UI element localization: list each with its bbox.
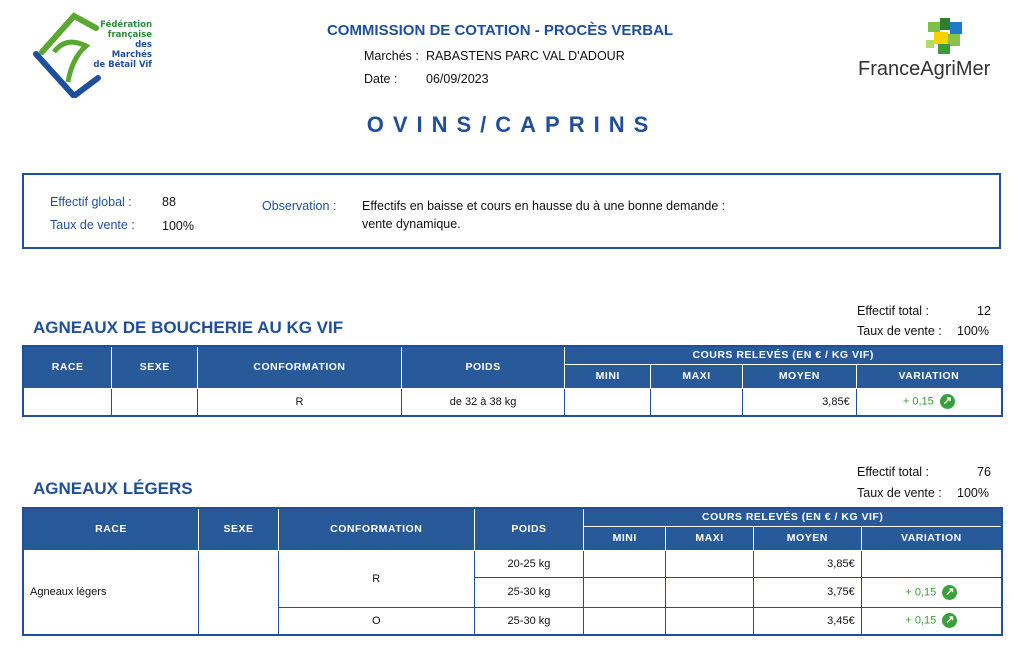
ffmb-logo-text: Fédération française des Marchés de Bétail Vif <box>93 20 152 70</box>
franceagrimer-logo-text: FranceAgriMer <box>858 58 991 80</box>
market-row: Marchés : RABASTENS PARC VAL D'ADOUR <box>364 49 625 63</box>
variation-cell <box>861 577 1002 607</box>
variation-cell <box>856 388 1002 416</box>
poids-cell: 25-30 kg <box>474 577 584 607</box>
conformation-cell: R <box>278 550 474 607</box>
variation-value: + 0,15 <box>905 585 937 598</box>
col-mini: MINI <box>565 364 651 388</box>
section2-taux-value: 100% <box>957 486 989 500</box>
variation-cell <box>861 607 1002 635</box>
legers-table <box>22 507 1003 636</box>
col-variation: VARIATION <box>856 364 1002 388</box>
section-legers-title: AGNEAUX LÉGERS <box>33 479 193 498</box>
poids-cell: 25-30 kg <box>474 607 584 635</box>
table-row <box>23 388 1002 416</box>
page-title: OVINS/CAPRINS <box>366 112 658 137</box>
col-poids: POIDS <box>401 346 565 388</box>
observation-line-2: vente dynamique. <box>362 217 461 231</box>
arrow-up-right-icon: ↗ <box>942 585 957 600</box>
global-taux-label: Taux de vente : <box>50 218 135 232</box>
col-conformation: CONFORMATION <box>278 508 474 550</box>
observation-line-1: Effectifs en baisse et cours en hausse du à une bonne demande : <box>362 199 726 213</box>
global-effectif-value: 88 <box>162 195 176 209</box>
col-conformation: CONFORMATION <box>198 346 402 388</box>
section1-effectif-label: Effectif total : <box>857 304 930 318</box>
section2-effectif-value: 76 <box>977 465 991 479</box>
section-boucherie-title: AGNEAUX DE BOUCHERIE AU KG VIF <box>33 318 344 337</box>
col-sexe: SEXE <box>112 346 198 388</box>
col-maxi: MAXI <box>666 526 754 550</box>
col-moyen: MOYEN <box>753 526 861 550</box>
section1-effectif-value: 12 <box>977 304 991 318</box>
col-poids: POIDS <box>474 508 584 550</box>
poids-cell: 20-25 kg <box>474 550 584 577</box>
variation-value: + 0,15 <box>905 614 937 627</box>
arrow-up-right-icon: ↗ <box>940 394 955 409</box>
global-taux-value: 100% <box>162 219 194 233</box>
summary-box <box>22 173 1001 249</box>
section2-taux-label: Taux de vente : <box>857 486 942 500</box>
col-mini: MINI <box>584 526 666 550</box>
col-maxi: MAXI <box>651 364 743 388</box>
race-cell: Agneaux légers <box>23 550 199 635</box>
col-cours: COURS RELEVÉS (EN € / KG VIF) <box>565 346 1002 364</box>
moyen-cell: 3,85€ <box>742 388 856 416</box>
conformation-cell: R <box>198 388 402 416</box>
variation-cell <box>861 550 1002 577</box>
col-race: RACE <box>23 346 112 388</box>
document-title: COMMISSION DE COTATION - PROCÈS VERBAL <box>326 22 674 39</box>
conformation-cell: O <box>278 607 474 635</box>
date-row: Date : 06/09/2023 <box>364 72 489 86</box>
moyen-cell: 3,85€ <box>753 550 861 577</box>
poids-cell: de 32 à 38 kg <box>401 388 565 416</box>
boucherie-table <box>22 345 1003 417</box>
section1-taux-label: Taux de vente : <box>857 324 942 338</box>
col-cours: COURS RELEVÉS (EN € / KG VIF) <box>584 508 1002 526</box>
section1-taux-value: 100% <box>957 324 989 338</box>
col-sexe: SEXE <box>199 508 279 550</box>
col-race: RACE <box>23 508 199 550</box>
col-variation: VARIATION <box>861 526 1002 550</box>
franceagrimer-logo-icon <box>926 18 966 56</box>
global-effectif-label: Effectif global : <box>50 195 132 209</box>
moyen-cell: 3,45€ <box>753 607 861 635</box>
variation-value: + 0,15 <box>902 395 934 408</box>
moyen-cell: 3,75€ <box>753 577 861 607</box>
arrow-up-right-icon: ↗ <box>942 613 957 628</box>
section2-effectif-label: Effectif total : <box>857 465 930 479</box>
table-row <box>23 550 1002 577</box>
col-moyen: MOYEN <box>742 364 856 388</box>
observation-label: Observation : <box>262 199 337 213</box>
